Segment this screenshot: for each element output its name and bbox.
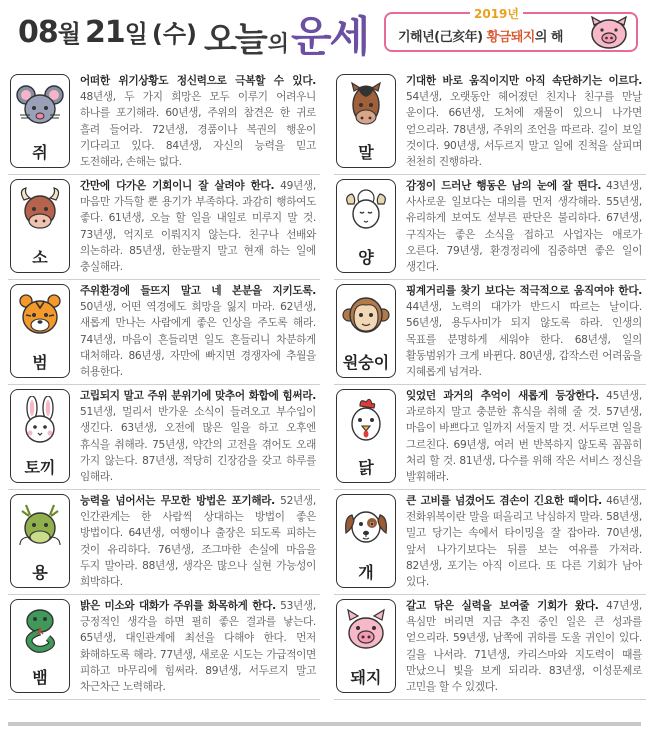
fortune-text — [80, 598, 316, 695]
animal-card — [336, 284, 396, 378]
animal-name: 용 — [32, 563, 48, 582]
fortune-body: 53년생, 긍정적인 생각을 하면 필히 좋은 결과를 낳는다. 65년생, 대인관계에 최선을 다해야 한다. 먼저 화해하도록 해라. 77년생, 새로운 시도는 가급적이면 피하고 마무리에 힘써라. 89년생, 서두르지 말고 차근차근 노력해라. — [80, 600, 316, 694]
animal-name: 말 — [358, 143, 374, 162]
year-text-b: 황금돼지 — [486, 30, 535, 45]
animal-name: 쥐 — [32, 143, 48, 162]
fortune-body: 48년생, 두 가지 희망은 모두 이루기 어려우니 하나를 포기해라. 60년생, 주위의 참견은 한 귀로 흘려 들어라. 72년생, 경품이나 복권의 행운이 기다리고 있다. 84년생, 자신의 능력을 믿고 도전해라, 손해는 없다. — [80, 91, 316, 169]
fortune-body: 50년생, 어떤 역경에도 희망을 잃지 마라. 62년생, 새롭게 만나는 사람에게 좋은 인상을 주도록 해라. 74년생, 마음이 흔들리면 일도 흔들리니 차분하게 대처해라. 86년생, 자만에 빠지면 경쟁자에 추월을 허용한다. — [80, 301, 316, 379]
pig-icon — [342, 606, 390, 656]
fortune-headline: 능력을 넘어서는 무모한 방법은 포기해라. — [80, 495, 275, 507]
tiger-icon — [16, 291, 64, 341]
monkey-icon — [342, 291, 390, 341]
fortune-text — [80, 178, 316, 275]
animal-card — [10, 284, 70, 378]
fortune-text — [406, 73, 642, 170]
year-text-a: 기해년(己亥年) — [398, 30, 487, 45]
animal-card — [10, 494, 70, 588]
rooster-icon — [342, 396, 390, 446]
fortune-body: 51년생, 멀리서 반가운 소식이 들려오고 부수입이 생긴다. 63년생, 오전에 많은 일을 하고 오후엔 휴식을 취해라. 75년생, 약간의 고전을 겪어도 오래 가지 않는다. 87년생, 적당히 긴장감을 갖고 하루를 임해라. — [80, 406, 316, 484]
animal-card — [336, 599, 396, 693]
year-box — [384, 7, 638, 52]
month-number: 08 — [18, 15, 58, 50]
fortune-block — [334, 280, 646, 385]
right-column — [334, 70, 646, 700]
fortune-headline: 기대한 바로 움직이지만 아직 속단하기는 이르다. — [406, 75, 642, 87]
snake-icon — [16, 606, 64, 656]
rabbit-icon — [16, 396, 64, 446]
animal-name: 개 — [358, 563, 374, 582]
animal-name: 돼지 — [350, 668, 382, 687]
fortune-text — [406, 388, 642, 485]
sheep-icon — [342, 186, 390, 236]
fortune-headline: 큰 고비를 넘겼어도 겸손이 긴요한 때이다. — [406, 495, 602, 507]
fortune-text — [406, 283, 642, 380]
fortune-headline: 어떠한 위기상황도 정신력으로 극복할 수 있다. — [80, 75, 316, 87]
animal-card — [336, 389, 396, 483]
fortune-body: 46년생, 전화위복이란 말을 떠올리고 낙심하지 말라. 58년생, 밀고 당기는 속에서 타이밍을 잘 잡아라. 70년생, 앞서 나가기보다는 뒤를 보는 여유를 가져라. 82년생, 포기는 아직 이르다. 또 다른 기회가 남아 있다. — [406, 495, 642, 589]
mouse-icon — [16, 81, 64, 131]
fortune-text — [80, 493, 316, 590]
fortune-text — [80, 283, 316, 380]
animal-name: 뱀 — [32, 668, 48, 687]
fortune-body: 44년생, 노력의 대가가 반드시 따르는 날이다. 56년생, 용두사미가 되지 않도록 하라. 인생의 목표를 분명하게 세워야 한다. 68년생, 일의 활동범위가 크게 바뀐다. 80년생, 갑작스런 어려움을 지혜롭게 넘겨라. — [406, 301, 642, 379]
animal-card — [10, 179, 70, 273]
page-title — [204, 4, 368, 64]
fortune-body: 45년생, 과로하지 말고 충분한 휴식을 취해 줄 것. 57년생, 마음이 바쁘다고 일까지 서둘지 말 것. 서두르면 일을 그르친다. 69년생, 여러 번 반복하지 않도록 꼼꼼히 처리 할 것. 81년생, 다수를 위해 작은 서비스 정신을 발휘해라. — [406, 390, 642, 484]
fortune-block — [8, 70, 320, 175]
title-particle: 의 — [267, 32, 289, 57]
animal-name: 소 — [32, 248, 48, 267]
fortune-block — [334, 595, 646, 700]
title-fortune: 운세 — [290, 12, 369, 61]
animal-name: 범 — [32, 353, 48, 372]
fortune-block — [334, 385, 646, 490]
dog-icon — [342, 501, 390, 551]
animal-card — [10, 74, 70, 168]
title-today: 오늘 — [204, 20, 266, 60]
fortune-block — [8, 490, 320, 595]
year-tag: 2019년 — [470, 5, 523, 22]
fortune-text — [406, 493, 642, 590]
fortune-headline: 잊었던 과거의 추억이 새롭게 등장한다. — [406, 390, 599, 402]
fortune-body: 54년생, 오랫동안 헤어졌던 친지나 친구를 만날 운이다. 66년생, 도처에 재물이 있으니 나가면 얻으리라. 78년생, 주위의 조언을 따르라. 길이 보일 것이다. 90년생, 서두르지 말고 일에 진척을 살피며 천천히 진행하라. — [406, 91, 642, 169]
animal-name: 닭 — [358, 458, 374, 477]
day-number: 21 — [84, 15, 125, 50]
month-unit: 월 — [57, 20, 81, 48]
fortune-block — [8, 175, 320, 280]
fortune-headline: 감정이 드러난 행동은 남의 눈에 잘 띈다. — [406, 180, 602, 192]
left-column — [8, 70, 320, 700]
animal-name: 양 — [358, 248, 374, 267]
animal-card — [10, 389, 70, 483]
fortune-text — [80, 73, 316, 170]
date — [18, 14, 197, 50]
fortune-text — [406, 178, 642, 275]
animal-card — [336, 74, 396, 168]
pig-icon — [586, 15, 632, 51]
fortune-block — [334, 490, 646, 595]
fortune-block — [8, 385, 320, 490]
fortune-block — [334, 175, 646, 280]
fortune-headline: 갈고 닦은 실력을 보여줄 기회가 왔다. — [406, 600, 599, 612]
animal-card — [336, 179, 396, 273]
fortune-headline: 고립되지 말고 주위 분위기에 맞추어 화합에 힘써라. — [80, 390, 316, 402]
fortune-headline: 간만에 다가온 기회이니 잘 살려야 한다. — [80, 180, 275, 192]
fortune-text — [80, 388, 316, 485]
animal-name: 원숭이 — [342, 353, 390, 372]
ox-icon — [16, 186, 64, 236]
fortune-block — [334, 70, 646, 175]
year-text — [398, 26, 563, 45]
fortune-body: 49년생, 마음만 가득할 뿐 용기가 부족하다. 과감히 행하여도 좋다. 61년생, 오늘 할 일을 내일로 미루지 말 것. 73년생, 억지로 이뤄지지 않는다. 친구나 선배와 의논하라. 85년생, 한눈팔지 말고 현재 하는 일에 충실해라. — [80, 180, 316, 274]
fortune-body: 47년생, 욕심만 버리면 지금 추진 중인 일은 큰 성과를 얻으리라. 59년생, 남쪽에 귀하를 도울 귀인이 있다. 길을 나서라. 71년생, 카리스마와 지도력이 때를 만났으니 빛을 보게 되리라. 83년생, 이성문제로 고민을 할 수 있겠다. — [406, 600, 643, 694]
year-text-c: 의 해 — [534, 30, 563, 45]
animal-name: 토끼 — [24, 458, 56, 477]
fortune-headline: 밝은 미소와 대화가 주위를 화목하게 한다. — [80, 600, 276, 612]
horse-icon — [342, 81, 390, 131]
header — [0, 0, 649, 66]
bottom-divider — [8, 722, 641, 726]
fortune-block — [8, 280, 320, 385]
day-unit: 일 — [124, 20, 148, 48]
fortune-headline: 핑계거리를 찾기 보다는 적극적으로 움직여야 한다. — [406, 285, 642, 297]
fortune-block — [8, 595, 320, 700]
fortune-headline: 주위환경에 들뜨지 말고 네 본분을 지키도록. — [80, 285, 316, 297]
fortune-text — [406, 598, 642, 695]
day-of-week: (수) — [151, 20, 197, 48]
animal-card — [336, 494, 396, 588]
fortune-body: 43년생, 사사로운 일보다는 대의를 먼저 생각해라. 55년생, 유리하게 보여도 섣부른 판단은 불리하다. 67년생, 구직자는 좋은 소식을 접하고 사업자는 애로가 오른다. 79년생, 환경정리에 집중하면 좋은 일이 생긴다. — [406, 180, 642, 274]
dragon-icon — [16, 501, 64, 551]
animal-card — [10, 599, 70, 693]
fortune-body: 52년생, 인간관계는 한 사람씩 상대하는 방법이 좋은 방법이다. 64년생, 여행이나 출장은 되도록 피하는 것이 유리하다. 76년생, 조그마한 손실에 마음을 두지 말아라. 88년생, 생각은 많으나 실현 가능성이 희박하다. — [80, 495, 316, 589]
